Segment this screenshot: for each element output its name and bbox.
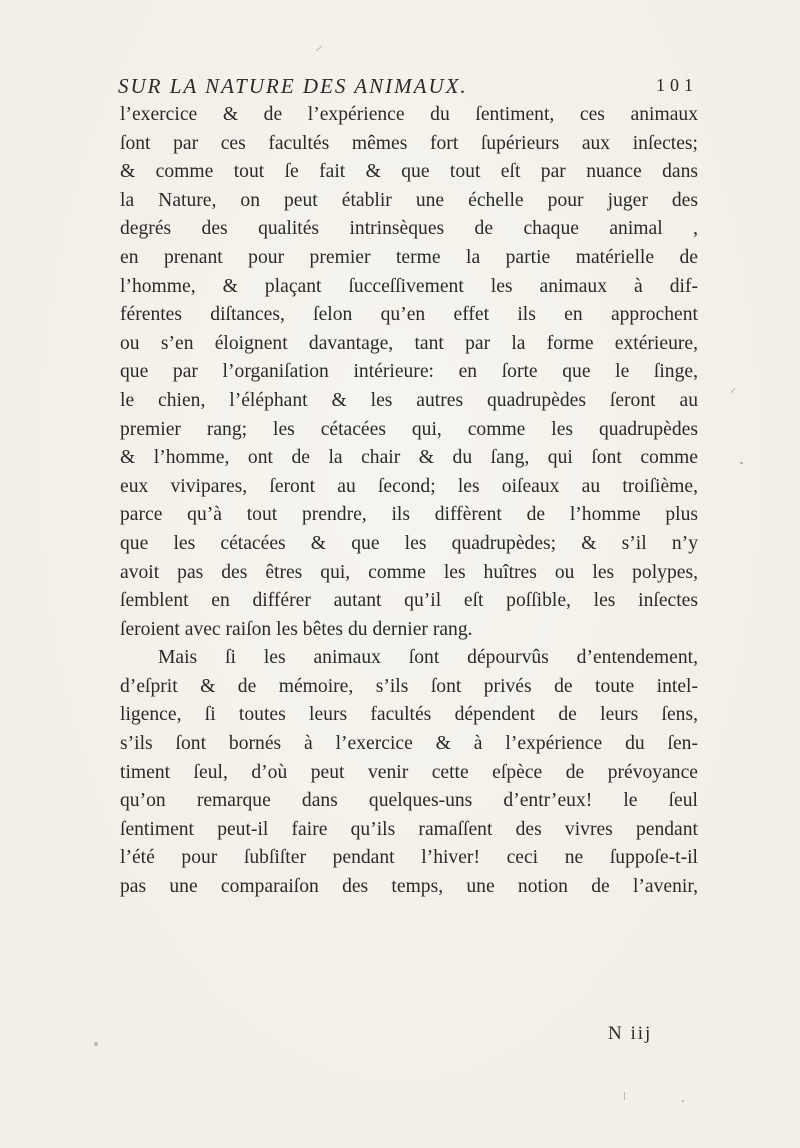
text-line: timent ſeul, d’où peut venir cette eſpèce de prévoyance [120, 761, 698, 783]
text-line: premier rang; les cétacées qui, comme les quadrupèdes [120, 418, 698, 440]
text-line: ſont par ces facultés mêmes fort ſupérieurs aux inſectes; [120, 132, 698, 154]
text-line: l’exercice & de l’expérience du ſentiment, ces animaux [120, 104, 698, 125]
paper-speck [682, 1100, 684, 1102]
paper-speck [740, 462, 743, 464]
paragraph-end-line: ſeroient avec raiſon les bêtes du dernier rang. [120, 618, 473, 640]
text-line: ligence, ſi toutes leurs facultés dépendent de leurs ſens, [120, 704, 698, 726]
text-line: avoit pas des êtres qui, comme les huîtres ou les polypes, [120, 561, 698, 583]
text-line: ou s’en éloignent davantage, tant par la forme extérieure, [120, 332, 698, 354]
text-line: l’homme, & plaçant ſucceſſivement les animaux à dif- [120, 275, 698, 297]
body-text [120, 101, 698, 902]
running-title: SUR LA NATURE DES ANIMAUX. [118, 74, 468, 98]
running-head [118, 74, 698, 104]
text-line: parce qu’à tout prendre, ils diffèrent de l’homme plus [120, 504, 698, 526]
paper-speck [624, 1092, 625, 1100]
text-line: d’eſprit & de mémoire, s’ils ſont privés de toute intel- [120, 675, 698, 697]
text-line: en prenant pour premier terme la partie matérielle de [120, 246, 698, 268]
text-line: que les cétacées & que les quadrupèdes; & s’il n’y [120, 532, 698, 554]
text-line: que par l’organiſation intérieure: en ſorte que le ſinge, [120, 361, 698, 383]
signature-mark: N iij [608, 1023, 653, 1044]
paragraph-start-line: Mais ſi les animaux ſont dépourvûs d’entendement, [158, 647, 698, 669]
text-line: & l’homme, ont de la chair & du ſang, qui ſont comme [120, 447, 698, 469]
text-line: le chien, l’éléphant & les autres quadrupèdes ſeront au [120, 389, 698, 411]
text-line: degrés des qualités intrinsèques de chaque animal , [120, 218, 698, 240]
text-line: ſemblent en différer autant qu’il eſt poſſible, les inſectes [120, 590, 698, 612]
text-line: férentes diſtances, ſelon qu’en effet ils en approchent [120, 304, 698, 326]
page-number: 101 [656, 75, 698, 95]
paper-speck [731, 388, 736, 393]
text-line: s’ils ſont bornés à l’exercice & à l’expérience du ſen- [120, 733, 698, 755]
text-line: l’été pour ſubſiſter pendant l’hiver! ceci ne ſuppoſe-t-il [120, 847, 698, 869]
paper-speck [94, 1042, 98, 1046]
text-line: qu’on remarque dans quelques-uns d’entr’eux! le ſeul [120, 790, 698, 812]
text-line: pas une comparaiſon des temps, une notion de l’avenir, [120, 876, 698, 898]
text-line: ſentiment peut-il faire qu’ils ramaſſent des vivres pendant [120, 818, 698, 840]
paper-speck [316, 46, 323, 52]
text-line: la Nature, on peut établir une échelle pour juger des [120, 189, 698, 211]
text-line: & comme tout ſe fait & que tout eſt par nuance dans [120, 161, 698, 183]
text-line: eux vivipares, ſeront au ſecond; les oiſeaux au troiſième, [120, 475, 698, 497]
